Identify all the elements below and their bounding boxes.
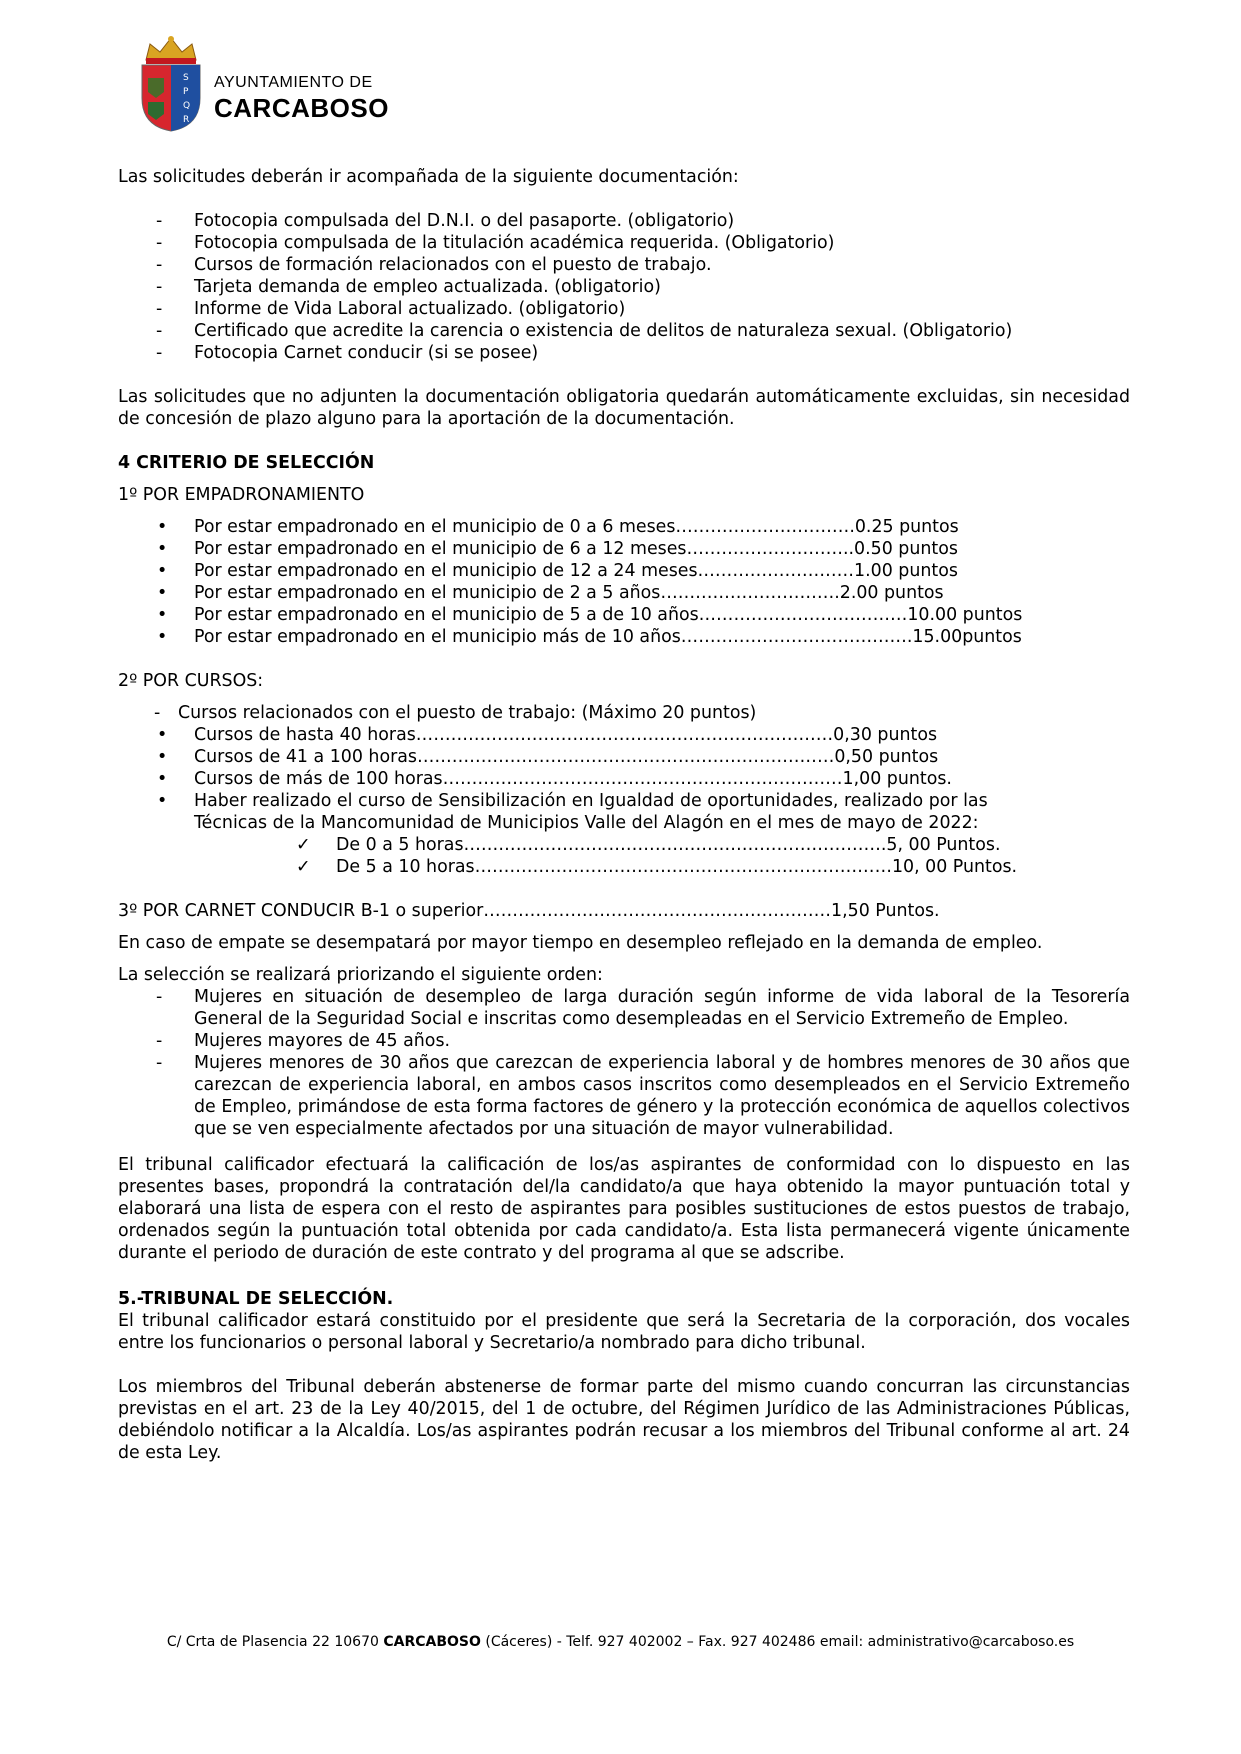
docs-item: - Fotocopia compulsada del D.N.I. o del pasaporte. (obligatorio) xyxy=(118,210,1130,232)
check-item: ✓ De 5 a 10 horas………………………………………………………………10, 00 Puntos. xyxy=(118,856,1130,878)
section-5-paragraph-1: El tribunal calificador estará constituido por el presidente que será la Secretaria de la corporación, dos vocales entre los funcionarios o personal laboral y Secretario/a nombrado para dicho tribunal. xyxy=(118,1311,1130,1353)
footer-address xyxy=(0,1634,1241,1650)
validation-sidebar xyxy=(1161,0,1241,1754)
section-5-title: 5.-TRIBUNAL DE SELECCIÓN. xyxy=(118,1289,394,1309)
coat-of-arms-icon xyxy=(136,34,206,132)
footer-street: C/ Crta de Plasencia 22 10670 xyxy=(166,1634,384,1650)
cursos-title: 2º POR CURSOS: xyxy=(118,671,264,691)
exclusion-paragraph: Las solicitudes que no adjunten la documentación obligatoria quedarán automáticamente excluidas, sin necesidad de concesión de plazo alguno para la aportación de la documentación. xyxy=(118,387,1130,429)
municipal-logo xyxy=(136,34,389,134)
cursos-list xyxy=(118,724,1058,834)
docs-item: - Tarjeta demanda de empleo actualizada. (obligatorio) xyxy=(118,276,1130,298)
priority-list xyxy=(118,986,1130,1140)
footer-contact: (Cáceres) - Telf. 927 402002 – Fax. 927 402486 email: administrativo@carcaboso.es xyxy=(480,1634,1075,1650)
cursos-subtitle: - Cursos relacionados con el puesto de trabajo: (Máximo 20 puntos) xyxy=(118,702,1130,724)
priority-item: - Mujeres en situación de desempleo de larga duración según informe de vida laboral de la Tesorería General de la Seguridad Social e inscritas como desempleadas en el Servicio Extremeño de Empleo. xyxy=(118,986,1130,1030)
cursos-item: • Cursos de más de 100 horas……………………………………………………………1,00 puntos. xyxy=(118,768,1058,790)
svg-text:P: P xyxy=(183,87,189,97)
footer-town: CARCABOSO xyxy=(383,1634,481,1650)
svg-text:S: S xyxy=(183,73,189,83)
docs-item: - Informe de Vida Laboral actualizado. (obligatorio) xyxy=(118,298,1130,320)
cursos-item: • Haber realizado el curso de Sensibilización en Igualdad de oportunidades, realizado por las Técnicas de la Mancomunidad de Municipios Valle del Alagón en el mes de mayo de 2022: xyxy=(118,790,1058,834)
docs-item: - Cursos de formación relacionados con el puesto de trabajo. xyxy=(118,254,1130,276)
cursos-item: • Cursos de 41 a 100 horas………………………………………………………………0,50 puntos xyxy=(118,746,1058,768)
carnet-line: 3º POR CARNET CONDUCIR B-1 o superior……………………………………………………1,50 Puntos. xyxy=(118,901,940,921)
docs-item: - Fotocopia compulsada de la titulación académica requerida. (Obligatorio) xyxy=(118,232,1130,254)
empadronamiento-title: 1º POR EMPADRONAMIENTO xyxy=(118,485,365,505)
priority-intro: La selección se realizará priorizando el siguiente orden: xyxy=(118,965,603,985)
tribunal-paragraph: El tribunal calificador efectuará la calificación de los/as aspirantes de conformidad con lo dispuesto en las presentes bases, propondrá la contratación del/la candidato/a que haya obtenido la mayor puntuación total y elaborará una lista de espera con el resto de aspirantes para posibles sustituciones de estos puestos de trabajo, ordenados según la puntuación total obtenida por cada candidato/a. Esta lista permanecerá vigente únicamente durante el periodo de duración de este contrato y del programa al que se adscribe. xyxy=(118,1155,1130,1263)
docs-intro: Las solicitudes deberán ir acompañada de la siguiente documentación: xyxy=(118,167,739,187)
priority-item: - Mujeres mayores de 45 años. xyxy=(118,1030,1130,1052)
cursos-item: • Cursos de hasta 40 horas………………………………………………………………0,30 puntos xyxy=(118,724,1058,746)
section-5-paragraph-2: Los miembros del Tribunal deberán abstenerse de formar parte del mismo cuando concurran las circunstancias previstas en el art. 23 de la Ley 40/2015, del 1 de octubre, del Régimen Jurídico de las Administraciones Públicas, debiéndolo notificar a la Alcaldía. Los/as aspirantes podrán recusar a los miembros del Tribunal conforme al art. 24 de esta Ley. xyxy=(118,1377,1130,1463)
docs-item: - Fotocopia Carnet conducir (si se posee) xyxy=(118,342,1130,364)
docs-list xyxy=(118,210,1130,364)
empadronamiento-item: • Por estar empadronado en el municipio de 2 a 5 años………………………….2.00 puntos xyxy=(118,582,1128,604)
docs-item: - Certificado que acredite la carencia o existencia de delitos de naturaleza sexual. (Obligatorio) xyxy=(118,320,1130,342)
svg-text:Q: Q xyxy=(183,101,191,111)
empadronamiento-item: • Por estar empadronado en el municipio de 0 a 6 meses………………………….0.25 puntos xyxy=(118,516,1128,538)
empate-paragraph: En caso de empate se desempatará por mayor tiempo en desempleo reflejado en la demanda de empleo. xyxy=(118,933,1043,953)
igualdad-checks xyxy=(118,834,1130,878)
empadronamiento-list xyxy=(118,516,1128,648)
logo-line1: AYUNTAMIENTO DE xyxy=(214,74,373,91)
svg-text:R: R xyxy=(183,115,190,125)
logo-line2: CARCABOSO xyxy=(214,93,389,123)
empadronamiento-item: • Por estar empadronado en el municipio más de 10 años………………………………….15.00puntos xyxy=(118,626,1128,648)
cursos-subtitle-list xyxy=(118,702,1130,724)
priority-item: - Mujeres menores de 30 años que carezcan de experiencia laboral y de hombres menores de 30 años que carezcan de experiencia laboral, en ambos casos inscritos como desempleados en el Servicio Extremeño de Empleo, primándose de esta forma factores de género y la protección económica de aquellos colectivos que se ven especialmente afectados por una situación de mayor vulnerabilidad. xyxy=(118,1052,1130,1140)
empadronamiento-item: • Por estar empadronado en el municipio de 5 a de 10 años………………………………10.00 puntos xyxy=(118,604,1074,626)
empadronamiento-item: • Por estar empadronado en el municipio de 12 a 24 meses………………………1.00 puntos xyxy=(118,560,1128,582)
empadronamiento-item: • Por estar empadronado en el municipio de 6 a 12 meses………………………..0.50 puntos xyxy=(118,538,1128,560)
document-body xyxy=(118,166,1130,1464)
check-item: ✓ De 0 a 5 horas……………………………………………………………….5, 00 Puntos. xyxy=(118,834,1130,856)
section-4-title: 4 CRITERIO DE SELECCIÓN xyxy=(118,453,375,473)
